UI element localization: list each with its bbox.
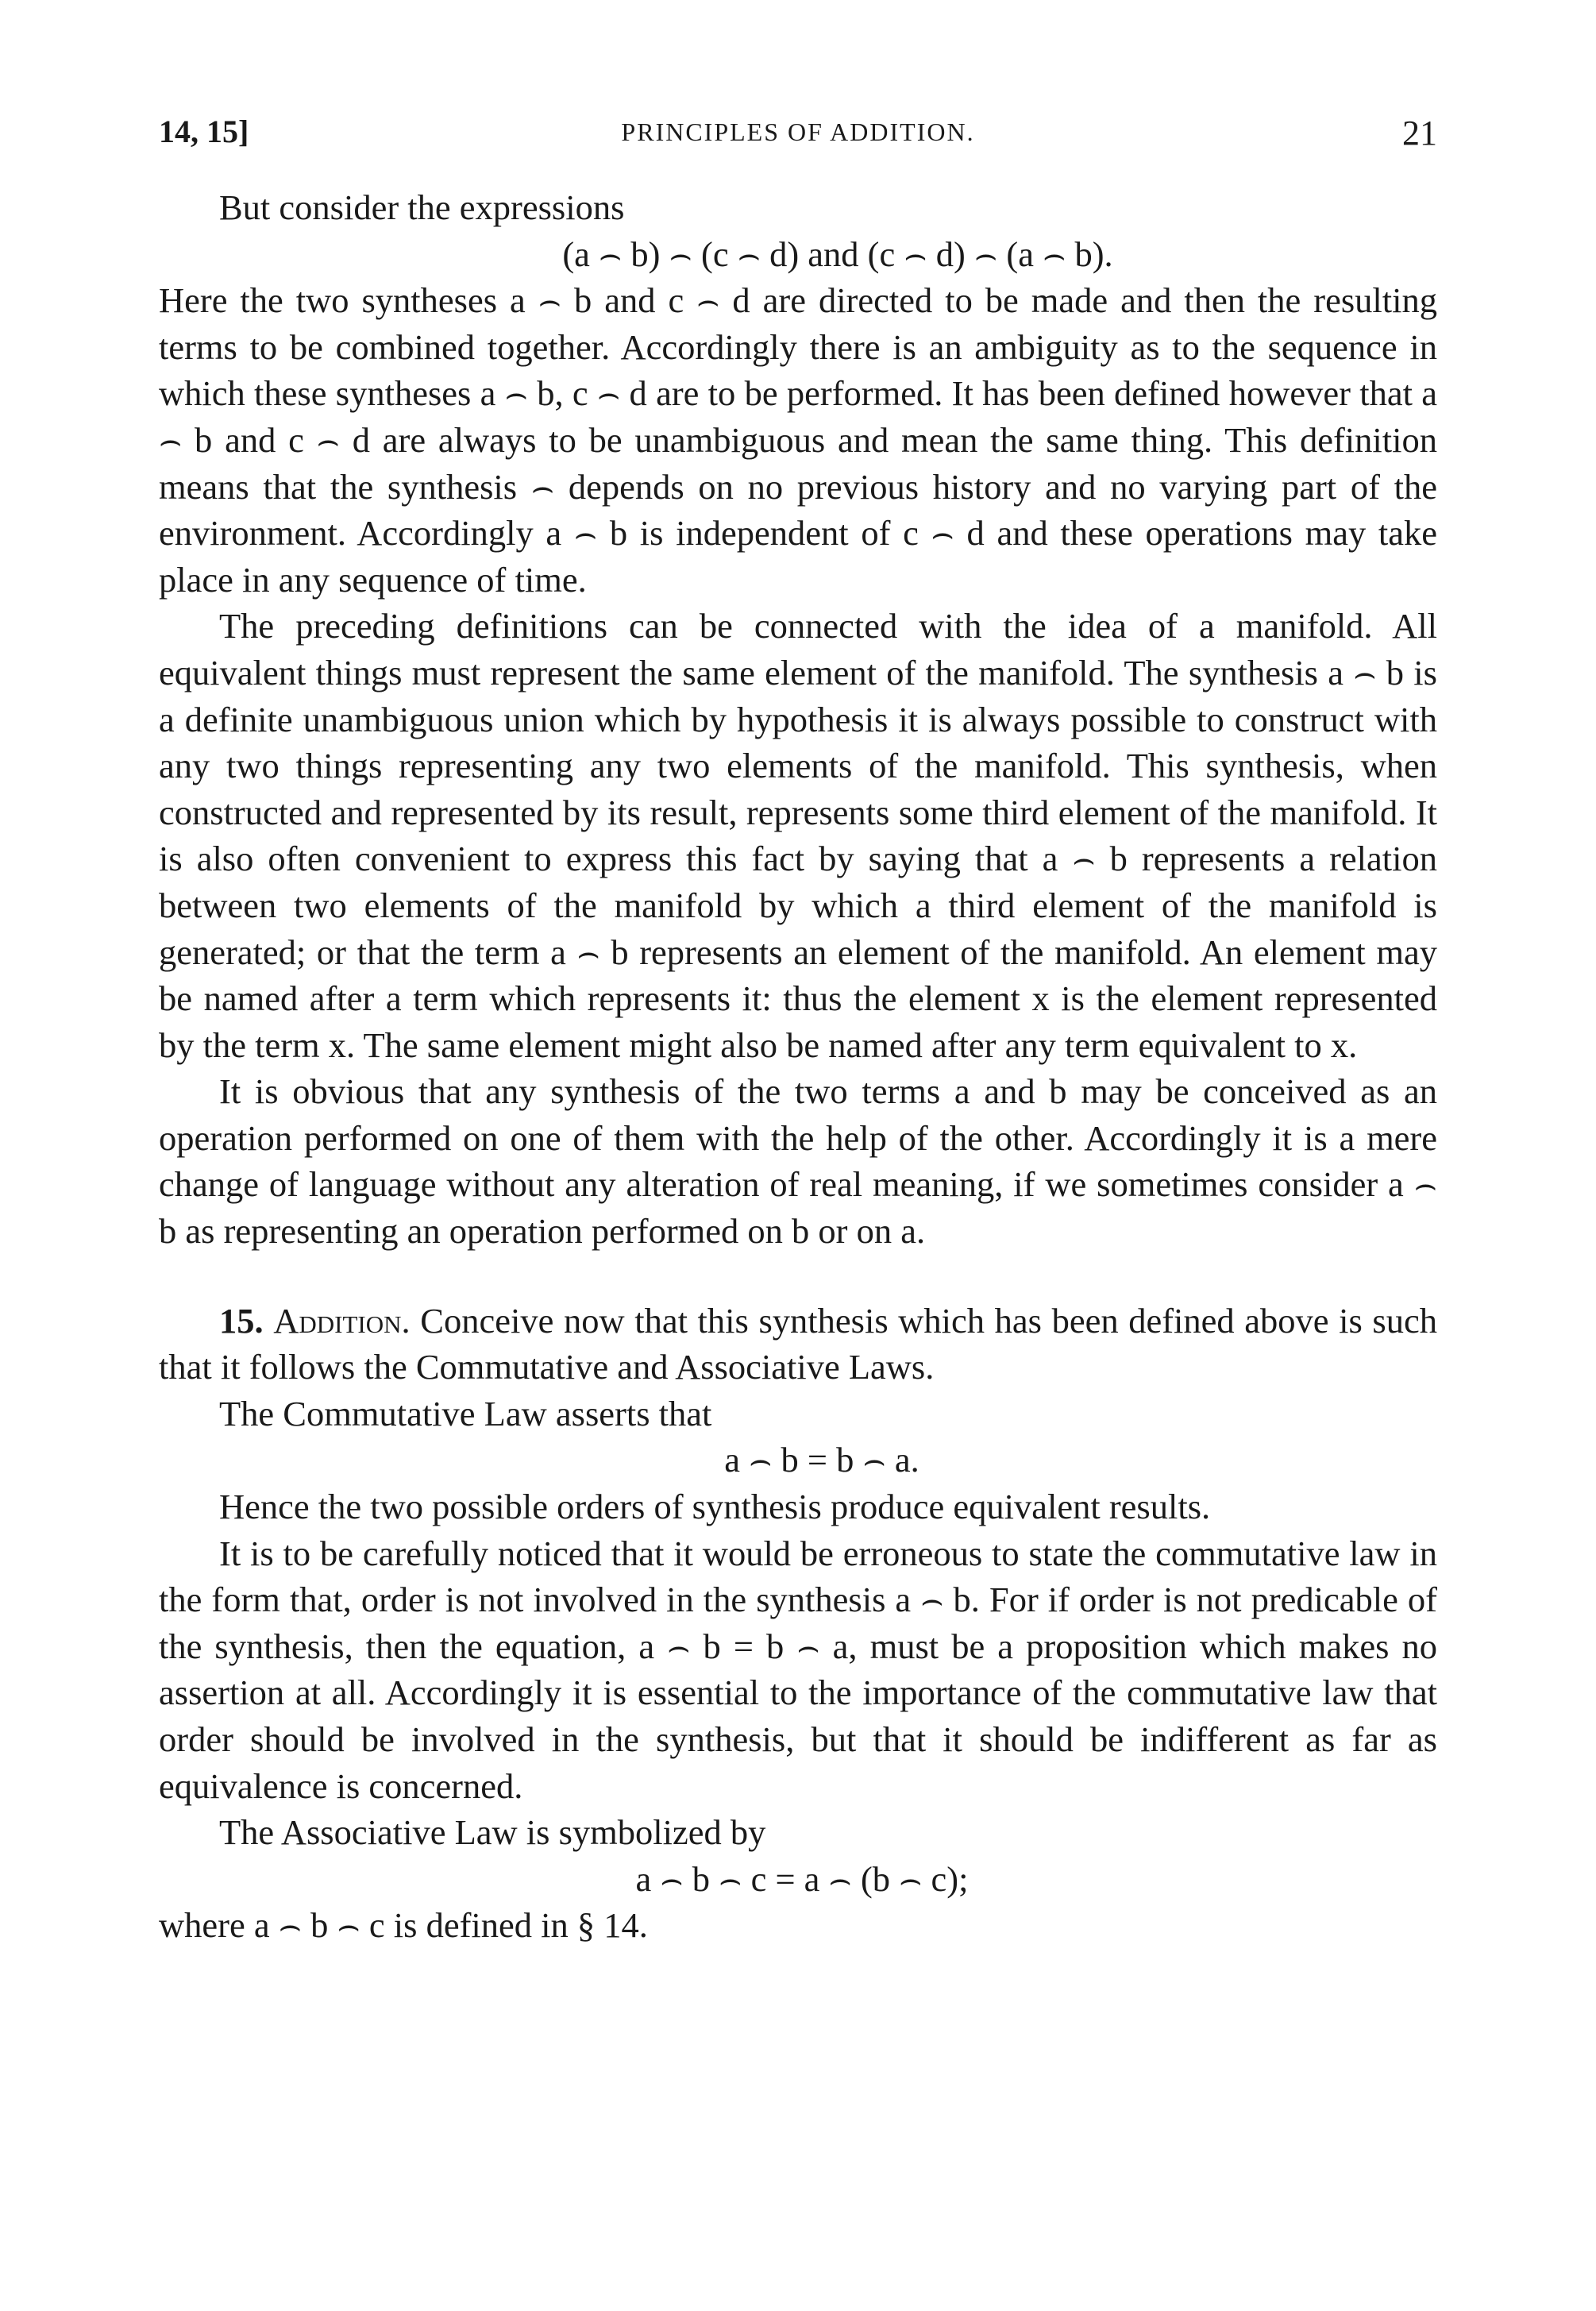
- page-body: [159, 184, 1437, 1949]
- paragraph: It is obvious that any synthesis of the two terms a and b may be conceived as an operation performed on one of them with the help of the other. Accordingly it is a mere change of language without any alteration of real meaning, if we sometimes consider a ⌢ b as representing an operation performed on b or on a.: [159, 1071, 1437, 1252]
- display-equation: (a ⌢ b) ⌢ (c ⌢ d) and (c ⌢ d) ⌢ (a ⌢ b).: [562, 233, 1113, 274]
- paragraph: Here the two syntheses a ⌢ b and c ⌢ d are directed to be made and then the resulting terms to be combined together. Accordingly there is an ambiguity as to the sequence in which these syntheses a ⌢ b, c ⌢ d are to be performed. It has been defined however that a ⌢ b and c ⌢ d are always to be unambiguous and mean the same thing. This definition means that the synthesis ⌢ depends on no previous history and no varying part of the environment. Accordingly a ⌢ b is independent of c ⌢ d and these operations may take place in any sequence of time.: [159, 280, 1437, 600]
- section-number: 15.: [219, 1300, 264, 1341]
- paragraph: The Associative Law is symbolized by: [219, 1812, 766, 1853]
- paragraph: where a ⌢ b ⌢ c is defined in § 14.: [159, 1905, 648, 1946]
- paragraph: Hence the two possible orders of synthesis produce equivalent results.: [219, 1487, 1211, 1527]
- section-15-paragraph: [159, 1298, 1437, 1391]
- section-heading: Addition.: [273, 1300, 411, 1341]
- page-number: 21: [1402, 114, 1437, 152]
- paragraph-intro: But consider the expressions: [219, 187, 625, 227]
- paragraph: The Commutative Law asserts that: [219, 1393, 712, 1433]
- running-header: [159, 113, 1437, 160]
- display-equation: a ⌢ b = b ⌢ a.: [724, 1440, 919, 1480]
- section-reference: 14, 15]: [159, 114, 249, 149]
- section-text: Conceive now that this synthesis which has been defined above is such that it follows the Commutative and Associative Laws.: [159, 1300, 1438, 1387]
- display-equation: a ⌢ b ⌢ c = a ⌢ (b ⌢ c);: [635, 1858, 969, 1899]
- paragraph: The preceding definitions can be connected with the idea of a manifold. All equivalent things must represent the same element of the manifold. The synthesis a ⌢ b is a definite unambiguous union which by hypothesis it is always possible to construct with any two things representing any two elements of the manifold. This synthesis, when constructed and represented by its result, represents some third element of the manifold. It is also often convenient to express this fact by saying that a ⌢ b represents a relation between two elements of the manifold by which a third element of the manifold is generated; or that the term a ⌢ b represents an element of the manifold. An element may be named after a term which represents it: thus the element x is the element represented by the term x. The same element might also be named after any term equivalent to x.: [159, 606, 1437, 1065]
- running-title: PRINCIPLES OF ADDITION.: [621, 118, 975, 146]
- paragraph: It is to be carefully noticed that it would be erroneous to state the commutative law in the form that, order is not involved in the synthesis a ⌢ b. For if order is not predicable of the synthesis, then the equation, a ⌢ b = b ⌢ a, must be a proposition which makes no assertion at all. Accordingly it is essential to the importance of the commutative law that order should be involved in the synthesis, but that it should be indifferent as far as equivalence is concerned.: [159, 1533, 1437, 1806]
